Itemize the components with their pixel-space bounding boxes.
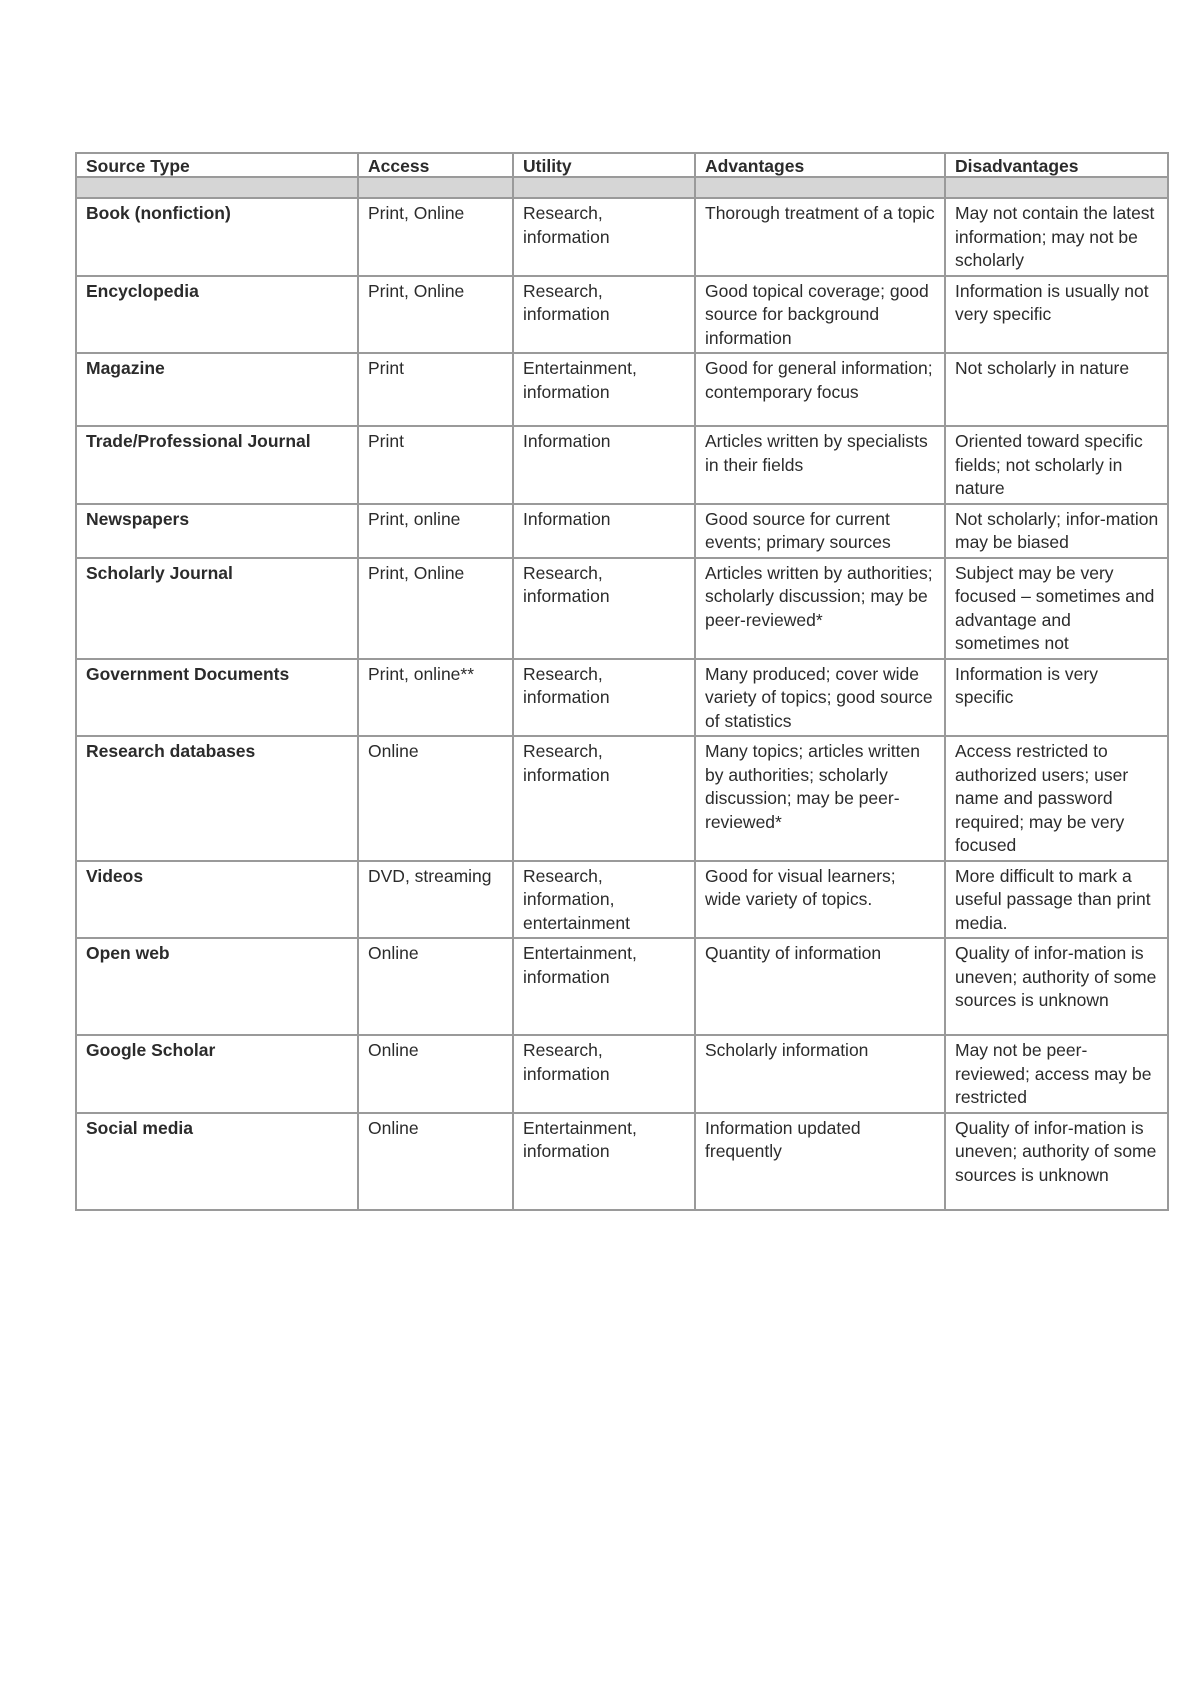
utility-cell: Research, information [513, 736, 695, 861]
disadvantages-cell: Access restricted to authorized users; user name and password required; may be very focused [945, 736, 1168, 861]
table-row [76, 353, 1168, 426]
table-row [76, 504, 1168, 558]
advantages-cell: Good for general information; contemporary focus [695, 353, 945, 426]
header-disadvantages: Disadvantages [945, 153, 1168, 177]
disadvantages-cell: Oriented toward specific fields; not scholarly in nature [945, 426, 1168, 504]
table-row [76, 861, 1168, 939]
table-row [76, 938, 1168, 1035]
advantages-cell: Good topical coverage; good source for background information [695, 276, 945, 354]
source-type-cell: Google Scholar [76, 1035, 358, 1113]
source-type-cell: Scholarly Journal [76, 558, 358, 659]
spacer-cell [695, 177, 945, 198]
disadvantages-cell: Quality of infor-mation is uneven; authority of some sources is unknown [945, 938, 1168, 1035]
access-cell: Online [358, 938, 513, 1035]
spacer-cell [945, 177, 1168, 198]
advantages-cell: Thorough treatment of a topic [695, 198, 945, 276]
table-row [76, 276, 1168, 354]
table-row [76, 659, 1168, 737]
disadvantages-cell: May not be peer-reviewed; access may be restricted [945, 1035, 1168, 1113]
source-type-cell: Government Documents [76, 659, 358, 737]
utility-cell: Entertainment, information [513, 938, 695, 1035]
source-type-cell: Book (nonfiction) [76, 198, 358, 276]
header-source-type: Source Type [76, 153, 358, 177]
disadvantages-cell: Not scholarly in nature [945, 353, 1168, 426]
header-advantages: Advantages [695, 153, 945, 177]
table-row [76, 1035, 1168, 1113]
utility-cell: Entertainment, information [513, 353, 695, 426]
utility-cell: Research, information [513, 1035, 695, 1113]
source-type-cell: Magazine [76, 353, 358, 426]
table-row [76, 558, 1168, 659]
access-cell: Online [358, 1113, 513, 1210]
disadvantages-cell: Quality of infor-mation is uneven; authority of some sources is unknown [945, 1113, 1168, 1210]
utility-cell: Research, information, entertainment [513, 861, 695, 939]
source-types-table [75, 152, 1169, 1211]
access-cell: Print, online [358, 504, 513, 558]
utility-cell: Information [513, 426, 695, 504]
source-type-cell: Open web [76, 938, 358, 1035]
spacer-cell [358, 177, 513, 198]
spacer-cell [513, 177, 695, 198]
source-type-cell: Newspapers [76, 504, 358, 558]
advantages-cell: Information updated frequently [695, 1113, 945, 1210]
disadvantages-cell: May not contain the latest information; may not be scholarly [945, 198, 1168, 276]
header-access: Access [358, 153, 513, 177]
table-row [76, 1113, 1168, 1210]
source-type-cell: Social media [76, 1113, 358, 1210]
utility-cell: Research, information [513, 659, 695, 737]
utility-cell: Research, information [513, 198, 695, 276]
advantages-cell: Many topics; articles written by authorities; scholarly discussion; may be peer-reviewed* [695, 736, 945, 861]
advantages-cell: Articles written by authorities; scholarly discussion; may be peer-reviewed* [695, 558, 945, 659]
advantages-cell: Good source for current events; primary sources [695, 504, 945, 558]
source-type-cell: Encyclopedia [76, 276, 358, 354]
advantages-cell: Many produced; cover wide variety of topics; good source of statistics [695, 659, 945, 737]
utility-cell: Entertainment, information [513, 1113, 695, 1210]
spacer-cell [76, 177, 358, 198]
access-cell: Print [358, 353, 513, 426]
table-row [76, 198, 1168, 276]
disadvantages-cell: Information is very specific [945, 659, 1168, 737]
access-cell: Print, Online [358, 198, 513, 276]
header-row [76, 153, 1168, 177]
advantages-cell: Articles written by specialists in their fields [695, 426, 945, 504]
source-type-cell: Videos [76, 861, 358, 939]
disadvantages-cell: Information is usually not very specific [945, 276, 1168, 354]
table-row [76, 426, 1168, 504]
shaded-spacer-row [76, 177, 1168, 198]
access-cell: Print, online** [358, 659, 513, 737]
access-cell: Online [358, 736, 513, 861]
advantages-cell: Good for visual learners; wide variety of topics. [695, 861, 945, 939]
advantages-cell: Quantity of information [695, 938, 945, 1035]
utility-cell: Research, information [513, 558, 695, 659]
source-type-cell: Research databases [76, 736, 358, 861]
disadvantages-cell: More difficult to mark a useful passage than print media. [945, 861, 1168, 939]
utility-cell: Information [513, 504, 695, 558]
advantages-cell: Scholarly information [695, 1035, 945, 1113]
table-row [76, 736, 1168, 861]
access-cell: Print, Online [358, 558, 513, 659]
header-utility: Utility [513, 153, 695, 177]
access-cell: Print, Online [358, 276, 513, 354]
utility-cell: Research, information [513, 276, 695, 354]
access-cell: Online [358, 1035, 513, 1113]
source-type-cell: Trade/Professional Journal [76, 426, 358, 504]
disadvantages-cell: Subject may be very focused – sometimes and advantage and sometimes not [945, 558, 1168, 659]
document-page [75, 152, 1167, 1211]
access-cell: DVD, streaming [358, 861, 513, 939]
access-cell: Print [358, 426, 513, 504]
disadvantages-cell: Not scholarly; infor-mation may be biased [945, 504, 1168, 558]
